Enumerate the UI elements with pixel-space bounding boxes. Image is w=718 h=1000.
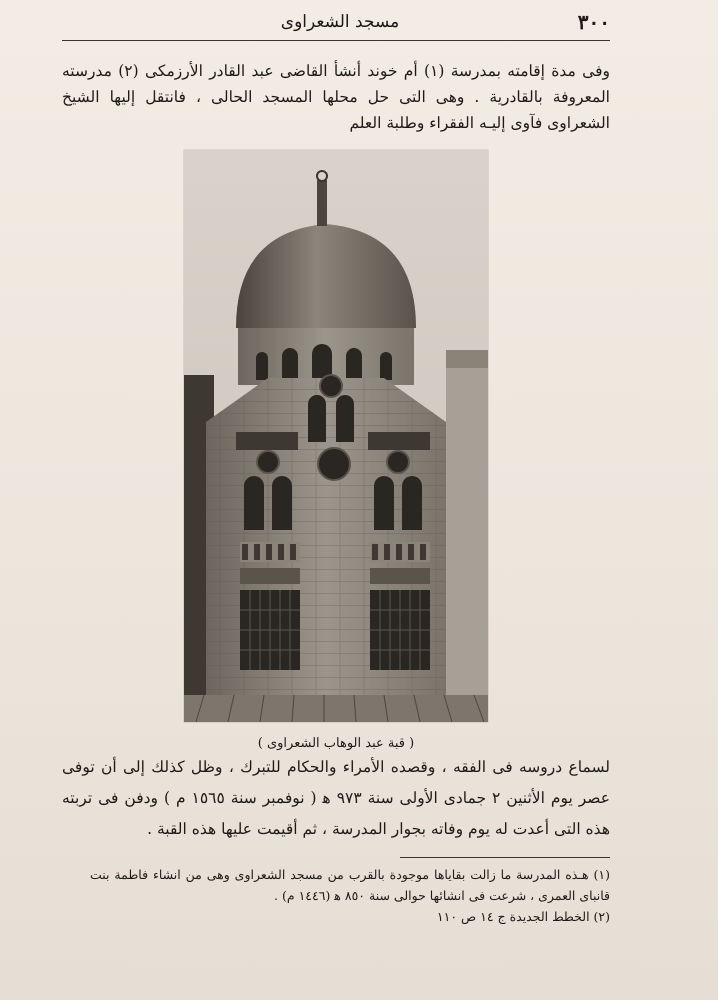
header-rule (62, 40, 610, 41)
dome-photo-illustration (184, 150, 488, 722)
photo-caption: ( قبة عبد الوهاب الشعراوى ) (257, 736, 415, 751)
footnotes (90, 864, 610, 927)
running-title: مسجد الشعراوى (280, 12, 400, 32)
intro-paragraph: وفى مدة إقامته بمدرسة (١) أم خوند أنشأ القاضى عبد القادر الأرزمكى (٢) مدرسته المعروفة بالقادرية . وهى التى حل محلها المسجد الحالى ، فانتقل إليها الشيخ الشعراوى فآوى إليـه الفقراء وطلبة العلم (62, 62, 610, 132)
footnote-rule (400, 857, 610, 858)
page-header (70, 8, 610, 38)
footnote-2: (٢) الخطط الجديدة ج ١٤ ص ١١٠ (436, 909, 610, 924)
mosque-dome-photo (184, 150, 488, 722)
page-number: ٣٠٠ (577, 10, 610, 34)
footnote-1: (١) هـذه المدرسة ما زالت بقاياها موجودة بالقرب من مسجد الشعراوى وهى من انشاء فاطمة بنت قانباى العمرى ، شرعت فى انشائها حوالى سنة ٨٥٠ ﻫ (١٤٤٦ م) . (90, 867, 610, 903)
closing-paragraph: لسماع دروسه فى الفقه ، وقصده الأمراء والحكام للتبرك ، وظل كذلك إلى أن توفى عصر يوم الأثنين ٢ جمادى الأولى سنة ٩٧٣ ﻫ ( نوفمبر سنة ١٥٦٥ م ) ودفن فى تربته هذه التى أعدت له يوم وفاته بجوار المدرسة ، ثم أقيمت عليها هذه القبة . (62, 758, 610, 838)
